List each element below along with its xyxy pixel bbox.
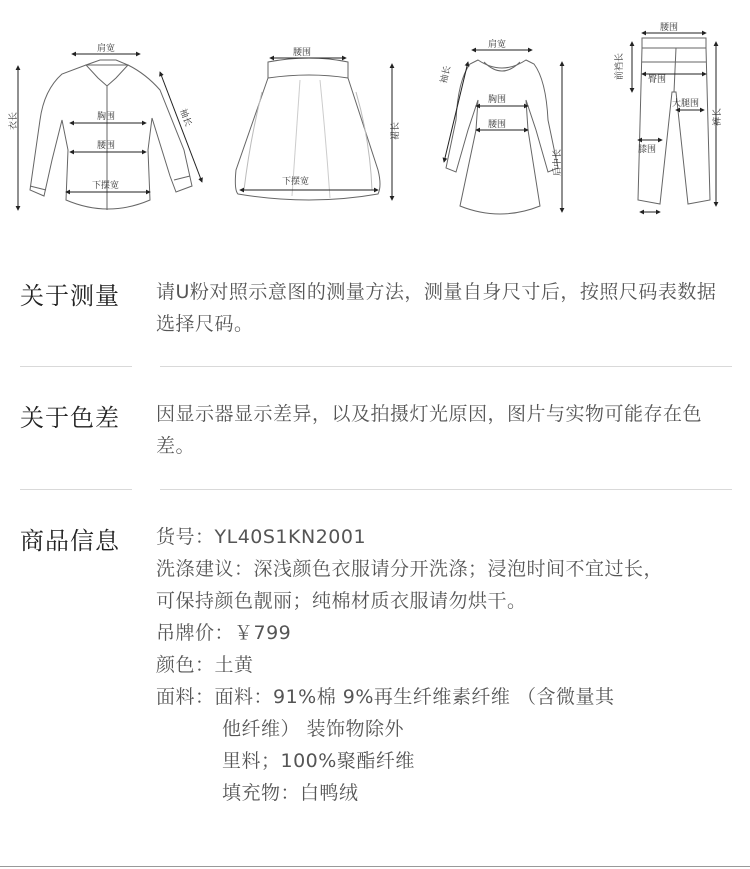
lining: 里料；100%聚酯纤维 xyxy=(222,750,415,772)
dress-sleeve-label: 袖长 xyxy=(439,64,454,85)
filling: 填充物：白鸭绒 xyxy=(222,782,359,804)
skirt-length-label: 裙长 xyxy=(391,121,401,140)
bottom-divider xyxy=(0,866,750,867)
fabric-continued: 他纤维） 装饰物除外 xyxy=(222,718,405,740)
divider xyxy=(20,489,732,490)
skirt-waist-label: 腰围 xyxy=(293,48,312,58)
shirt-chest-label: 胸围 xyxy=(97,112,116,122)
product-info-body xyxy=(156,521,731,809)
dress-chest-label: 胸围 xyxy=(488,95,507,105)
dress-waist-label: 腰围 xyxy=(488,120,507,130)
color-difference-body: 因显示器显示差异，以及拍摄灯光原因，图片与实物可能存在色差。 xyxy=(156,403,703,457)
color-difference-title: 关于色差 xyxy=(20,404,120,432)
color: 颜色：土黄 xyxy=(156,654,254,676)
item-number: 货号：YL40S1KN2001 xyxy=(156,526,367,548)
pants-waist-label: 腰围 xyxy=(660,23,679,33)
pants-thigh-label: 大腿围 xyxy=(672,99,700,109)
product-info-section xyxy=(20,521,732,821)
measurement-title: 关于测量 xyxy=(20,282,120,310)
pants-diagram xyxy=(638,38,710,204)
fabric: 面料：面料：91%棉 9%再生纤维素纤维 （含微量其 xyxy=(156,686,615,708)
shirt-shoulder-label: 肩宽 xyxy=(97,44,116,54)
pants-front-rise-label: 前裆长 xyxy=(615,52,625,80)
measurement-diagrams xyxy=(0,0,750,230)
measurement-body: 请U粉对照示意图的测量方法，测量自身尺寸后，按照尺码表数据选择尺码。 xyxy=(156,281,717,335)
pants-hip-label: 臀围 xyxy=(648,75,667,85)
washing-advice: 洗涤建议：深浅颜色衣服请分开洗涤；浸泡时间不宜过长， xyxy=(156,558,664,580)
pants-knee-label: 膝围 xyxy=(638,145,657,155)
washing-advice-continued: 可保持颜色靓丽；纯棉材质衣服请勿烘干。 xyxy=(156,590,527,612)
divider xyxy=(20,366,732,367)
color-difference-section xyxy=(20,398,732,468)
shirt-sleeve-label: 袖长 xyxy=(177,107,193,128)
skirt-hem-label: 下摆宽 xyxy=(282,177,310,187)
shirt-waist-label: 腰围 xyxy=(97,141,116,151)
product-info-title: 商品信息 xyxy=(20,527,120,555)
measurement-section xyxy=(20,276,732,346)
shirt-length-label: 衣长 xyxy=(9,111,19,130)
pants-length-label: 裤长 xyxy=(713,107,723,126)
dress-back-length-label: 后中长 xyxy=(553,148,563,176)
shirt-hem-label: 下摆宽 xyxy=(92,181,120,191)
dress-shoulder-label: 肩宽 xyxy=(488,40,507,50)
measurement-diagram-svg xyxy=(0,0,750,230)
tag-price: 吊牌价：￥799 xyxy=(156,622,292,644)
